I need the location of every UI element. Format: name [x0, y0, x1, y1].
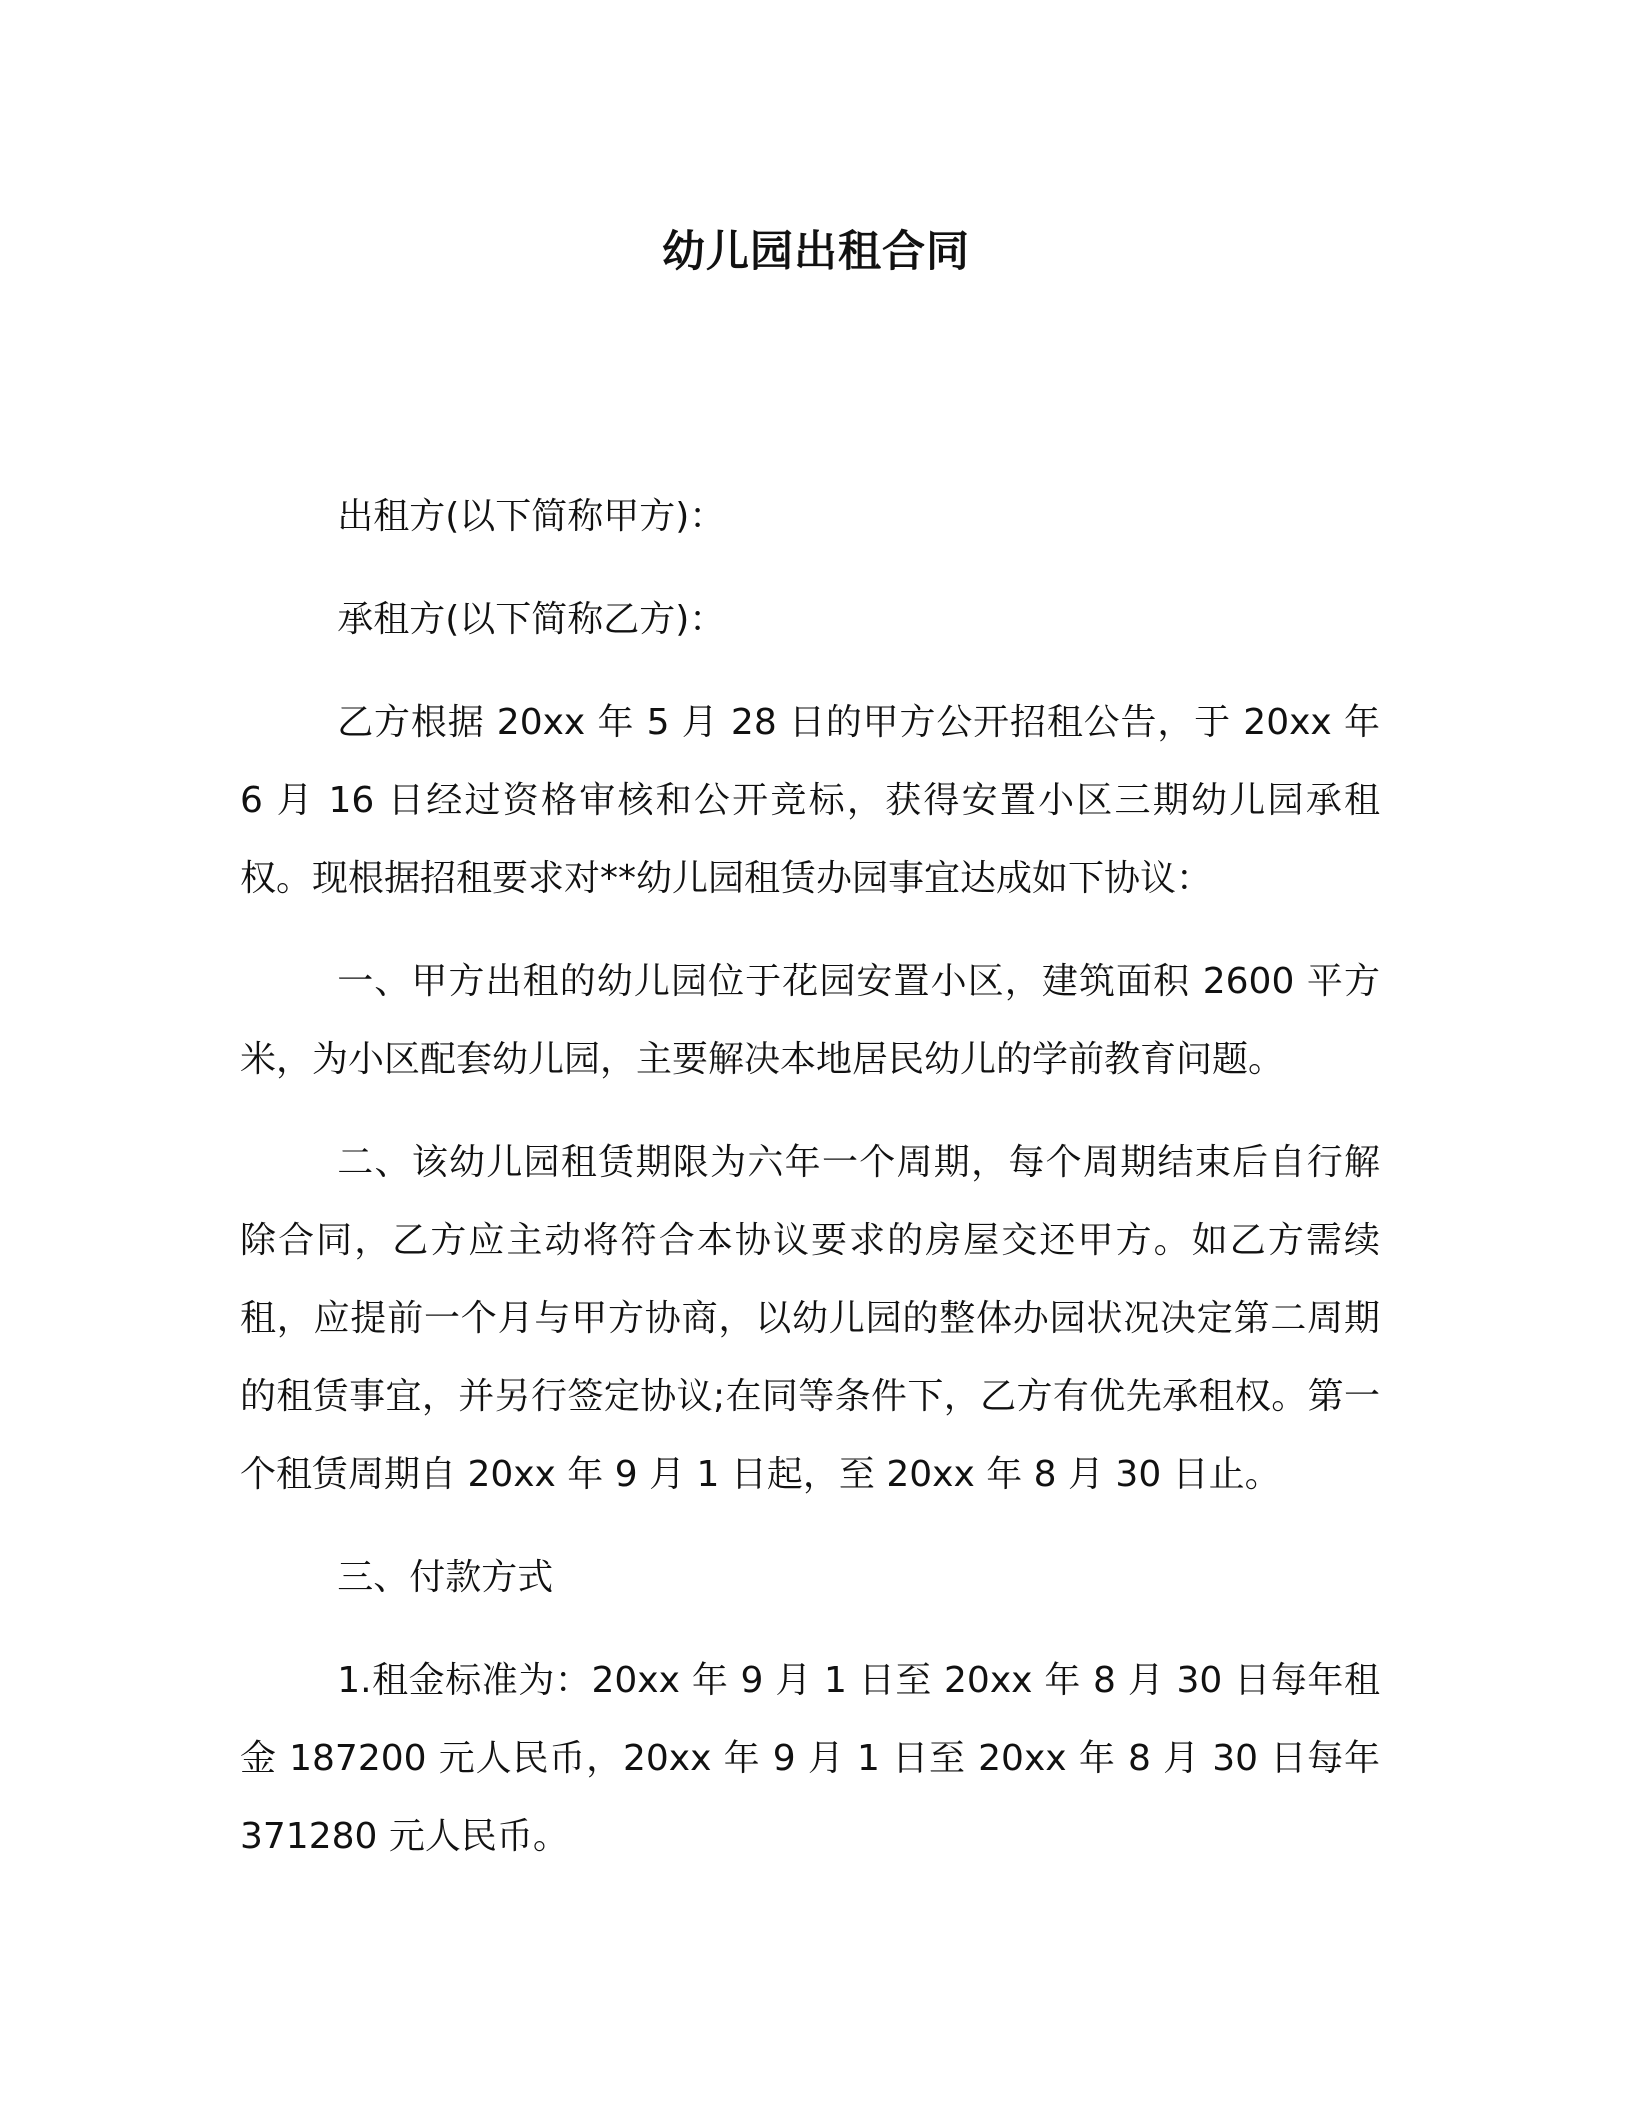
clause-1-paragraph: 一、甲方出租的幼儿园位于花园安置小区，建筑面积 2600 平方米，为小区配套幼儿园，主要解决本地居民幼儿的学前教育问题。: [240, 961, 1380, 1080]
clause-2-paragraph: 二、该幼儿园租赁期限为六年一个周期，每个周期结束后自行解除合同，乙方应主动将符合本协议要求的房屋交还甲方。如乙方需续租，应提前一个月与甲方协商，以幼儿园的整体办园状况决定第二周期的租赁事宜，并另行签定协议;在同等条件下，乙方有优先承租权。第一个租赁周期自 20xx 年 9 月 1 日起，至 20xx 年 8 月 30 日止。: [240, 1142, 1380, 1495]
document-title: 幼儿园出租合同: [662, 227, 970, 277]
lessor-line: 出租方(以下简称甲方)：: [337, 496, 726, 537]
preamble-paragraph: 乙方根据 20xx 年 5 月 28 日的甲方公开招租公告，于 20xx 年 6 月 16 日经过资格审核和公开竞标，获得安置小区三期幼儿园承租权。现根据招租要求对**幼儿园租赁办园事宜达成如下协议：: [240, 702, 1380, 899]
document-body: [240, 478, 1380, 1901]
clause-3-heading: 三、付款方式: [337, 1557, 554, 1598]
lessee-line: 承租方(以下简称乙方)：: [337, 599, 726, 640]
rent-standard-paragraph: 1.租金标准为：20xx 年 9 月 1 日至 20xx 年 8 月 30 日每年租金 187200 元人民币，20xx 年 9 月 1 日至 20xx 年 8 月 30 日每年 371280 元人民币。: [240, 1660, 1380, 1857]
